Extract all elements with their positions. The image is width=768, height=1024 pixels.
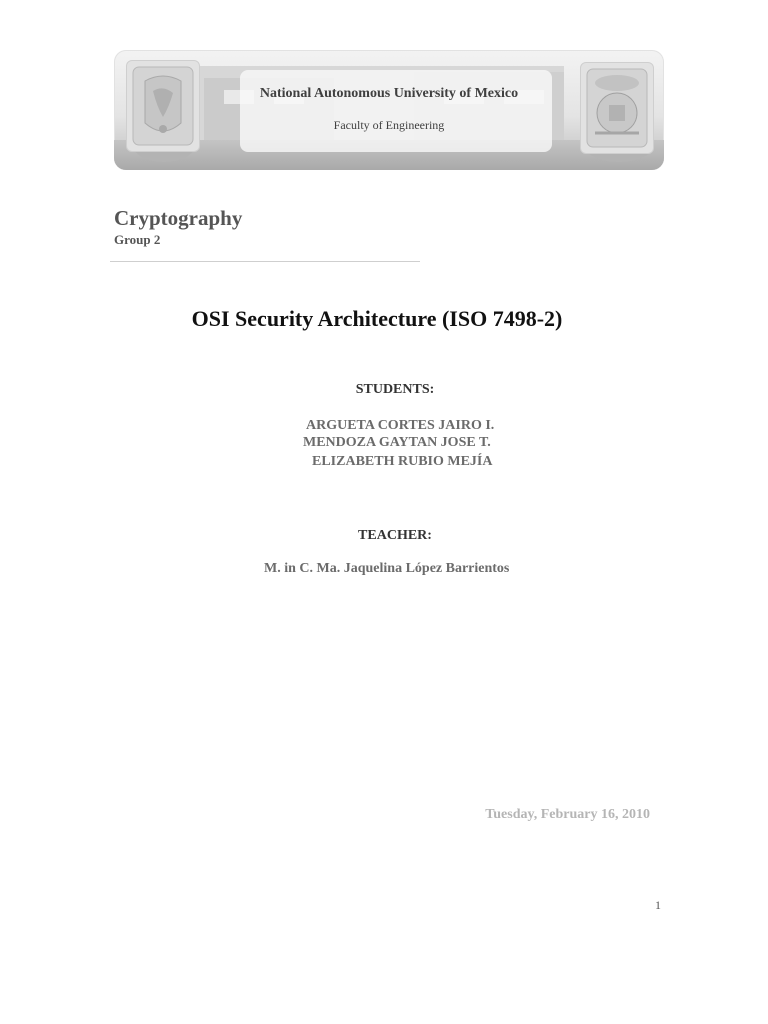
student-name: MENDOZA GAYTAN JOSE T. <box>303 435 491 450</box>
teacher-label: TEACHER: <box>358 528 432 543</box>
faculty-name: Faculty of Engineering <box>333 118 445 132</box>
teacher-name: M. in C. Ma. Jaquelina López Barrientos <box>264 561 510 576</box>
course-name: Cryptography <box>114 206 243 230</box>
page-number: 1 <box>655 898 661 912</box>
document-title: OSI Security Architecture (ISO 7498-2) <box>191 306 563 331</box>
banner-title-panel <box>240 70 552 152</box>
header-banner <box>114 50 664 170</box>
students-label: STUDENTS: <box>355 382 435 397</box>
university-name: National Autonomous University of Mexico <box>259 86 519 101</box>
unam-seal-icon <box>126 60 200 152</box>
student-name: ARGUETA CORTES JAIRO I. <box>306 418 495 433</box>
faculty-seal-icon <box>580 62 654 154</box>
document-date: Tuesday, February 16, 2010 <box>485 807 650 822</box>
student-name: ELIZABETH RUBIO MEJÍA <box>312 454 493 469</box>
divider <box>110 261 420 262</box>
course-group: Group 2 <box>114 232 161 247</box>
